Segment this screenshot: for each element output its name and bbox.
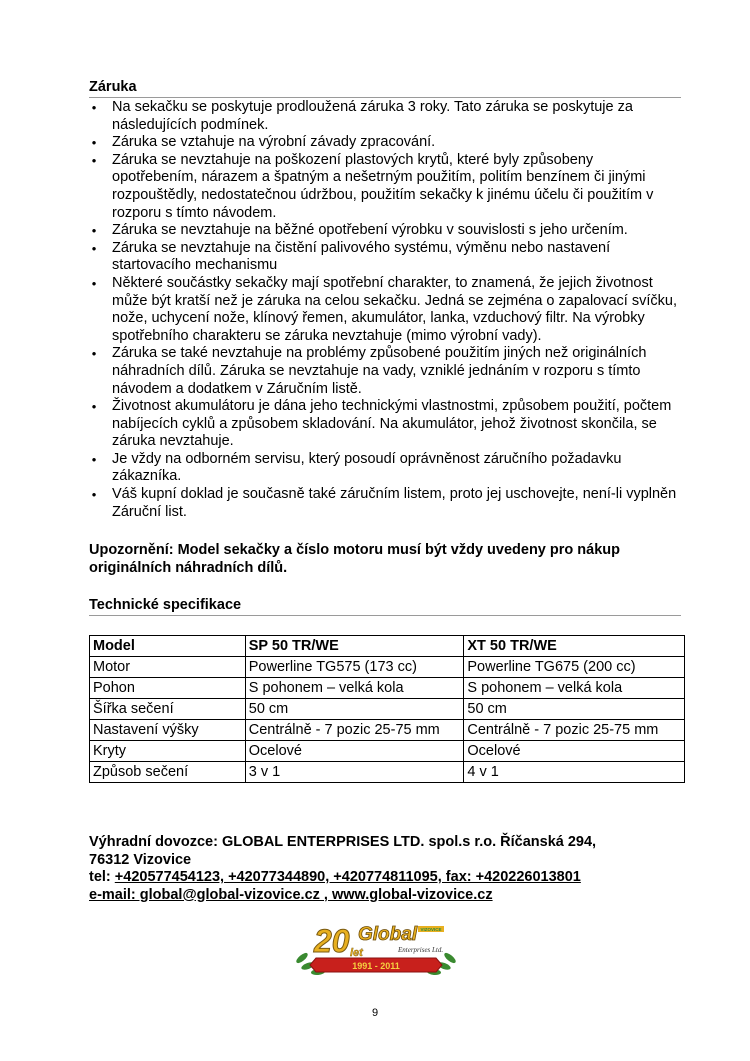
- specs-cell: Motor: [90, 657, 246, 678]
- specs-cell: 3 v 1: [245, 762, 464, 783]
- specs-cell: Nastavení výšky: [90, 720, 246, 741]
- phone-numbers: +420577454123, +42077344890, +420774811095, fax: +420226013801: [114, 869, 581, 886]
- specs-cell: Ocelové: [464, 741, 685, 762]
- specs-header-row: [90, 636, 685, 657]
- logo-tag: VIZOVICE: [420, 927, 442, 932]
- importer-phone: [89, 869, 681, 887]
- warranty-item-text: Záruka se také nevztahuje na problémy způsobené použitím jiných než originálních náhradních dílů. Záruka se nevztahuje na vady, vzniklé jednáním v rozporu s tímto návodem a dodatkem v Záručním listě.: [112, 345, 647, 397]
- warranty-item-text: Životnost akumulátoru je dána jeho technickými vlastnostmi, způsobem použití, počtem nabíjecích cyklů a způsobem skladování. Na akumulátor, jehož životnost skončila, se záruka nevztahuje.: [112, 398, 672, 450]
- warranty-item-text: Záruka se nevztahuje na čistění palivového systému, výměnu nebo nastavení startovacího mechanismu: [112, 239, 611, 274]
- importer-info: [89, 834, 681, 904]
- warranty-item: [89, 99, 681, 134]
- logo-let: let: [350, 947, 363, 959]
- warranty-item: [89, 486, 681, 521]
- specs-row: [90, 699, 685, 720]
- warranty-item: [89, 398, 681, 451]
- bullet-icon: •: [91, 240, 97, 256]
- specs-cell: Powerline TG575 (173 cc): [245, 657, 464, 678]
- specs-cell: Centrálně - 7 pozic 25-75 mm: [464, 720, 685, 741]
- specs-row: [90, 657, 685, 678]
- warranty-item: [89, 345, 681, 398]
- warranty-item-text: Je vždy na odborném servisu, který posoudí oprávněnost záručního požadavku zákazníka.: [112, 450, 622, 485]
- bullet-icon: •: [91, 399, 97, 415]
- page-number: 9: [371, 1007, 379, 1019]
- warranty-item-text: Na sekačku se poskytuje prodloužená záruka 3 roky. Tato záruka se poskytuje za následujících podmínek.: [112, 99, 633, 133]
- warranty-item: [89, 222, 681, 240]
- specs-header-cell: SP 50 TR/WE: [245, 636, 464, 657]
- warranty-item: [89, 240, 681, 275]
- specs-row: [90, 678, 685, 699]
- bullet-icon: •: [91, 135, 97, 151]
- specs-table-body: [90, 657, 685, 783]
- specs-cell: Šířka sečení: [90, 699, 246, 720]
- logo-number: 20: [314, 923, 350, 959]
- specs-row: [90, 762, 685, 783]
- specs-cell: Powerline TG675 (200 cc): [464, 657, 685, 678]
- specs-row: [90, 741, 685, 762]
- importer-city: 76312 Vizovice: [89, 851, 192, 868]
- specs-cell: Způsob sečení: [90, 762, 246, 783]
- specs-cell: 50 cm: [245, 699, 464, 720]
- bullet-icon: •: [91, 100, 97, 115]
- specs-cell: Ocelové: [245, 741, 464, 762]
- bullet-icon: •: [91, 152, 97, 168]
- specs-header-cell: Model: [90, 636, 246, 657]
- specs-cell: Pohon: [90, 678, 246, 699]
- specs-header-cell: XT 50 TR/WE: [464, 636, 685, 657]
- warranty-item-text: Váš kupní doklad je současně také záručním listem, proto jej uschovejte, není-li vyplněn Záruční list.: [112, 486, 677, 520]
- specs-cell: Kryty: [90, 741, 246, 762]
- warranty-item-text: Záruka se nevztahuje na běžné opotřebení výrobku v souvislosti s jeho určením.: [112, 222, 628, 239]
- spare-parts-notice: Upozornění: Model sekačky a číslo motoru musí být vždy uvedeny pro nákup originálních náhradních dílů.: [89, 542, 620, 577]
- specs-cell: 4 v 1: [464, 762, 685, 783]
- logo-sub: Enterprises Ltd.: [398, 946, 444, 954]
- logo-brand: Global: [358, 924, 418, 945]
- warranty-item-text: Některé součástky sekačky mají spotřební charakter, to znamená, že jejich životnost může být kratší než je záruka na celou sekačku. Jedná se zejména o zapalovací svíčku, nože, uchycení nože, klínový řemen, akumulátor, lanka, vzduchový filtr. Na výrobky spotřebního charakteru se záruka nevztahuje (mimo výrobní vady).: [112, 274, 677, 344]
- specs-cell: Centrálně - 7 pozic 25-75 mm: [245, 720, 464, 741]
- phone-prefix: tel:: [89, 869, 115, 886]
- bullet-icon: •: [91, 346, 97, 362]
- bullet-icon: •: [91, 275, 97, 291]
- global-20-years-logo: [294, 918, 458, 980]
- specs-heading: Technické specifikace: [89, 596, 681, 616]
- specs-row: [90, 720, 685, 741]
- warranty-item: [89, 275, 681, 345]
- specs-cell: S pohonem – velká kola: [245, 678, 464, 699]
- specs-table: [89, 635, 685, 783]
- importer-address: Výhradní dovozce: GLOBAL ENTERPRISES LTD. spol.s r.o. Říčanská 294,: [89, 834, 597, 851]
- warranty-item: [89, 451, 681, 486]
- page-content: [89, 78, 681, 904]
- bullet-icon: •: [91, 487, 97, 503]
- bullet-icon: •: [91, 223, 97, 239]
- warranty-list: [89, 99, 681, 521]
- logo-years: 1991 - 2011: [352, 961, 400, 971]
- warranty-item: [89, 152, 681, 222]
- warranty-item: [89, 134, 681, 152]
- warranty-item-text: Záruka se nevztahuje na poškození plastových krytů, které byly způsobeny opotřebením, nárazem a špatným a nešetrným použitím, politím benzínem či jinými rozpouštědly, nedostatečnou údržbou, použitím sekačky k jinému účelu či použitím v rozporu s tímto návodem.: [112, 151, 654, 221]
- specs-cell: 50 cm: [464, 699, 685, 720]
- specs-cell: S pohonem – velká kola: [464, 678, 685, 699]
- importer-contact-links: e-mail: global@global-vizovice.cz , www.global-vizovice.cz: [89, 886, 493, 903]
- bullet-icon: •: [91, 451, 97, 467]
- warranty-heading: Záruka: [89, 78, 681, 98]
- warranty-item-text: Záruka se vztahuje na výrobní závady zpracování.: [112, 134, 436, 151]
